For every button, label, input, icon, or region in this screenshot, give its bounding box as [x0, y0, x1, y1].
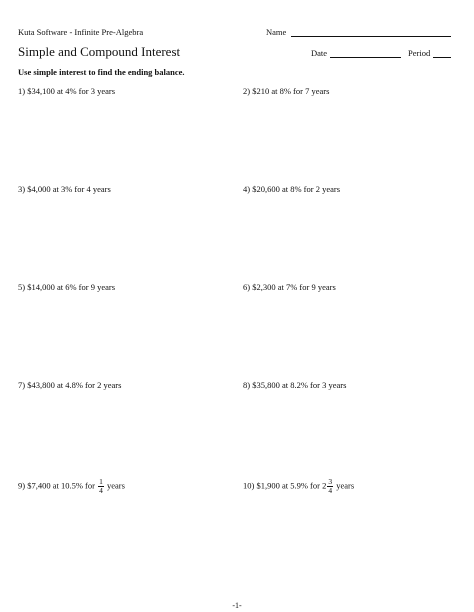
problem-5: 5) $14,000 at 6% for 9 years	[18, 282, 116, 292]
problem-4: 4) $20,600 at 8% for 2 years	[243, 184, 341, 194]
worksheet-title: Simple and Compound Interest	[18, 44, 181, 59]
problem-9-unit: years	[106, 480, 125, 491]
name-blank-line	[291, 36, 451, 37]
instructions: Use simple interest to find the ending balance.	[18, 67, 185, 77]
problem-9-fraction	[98, 478, 104, 495]
problem-9-text: 9) $7,400 at 10.5% for	[18, 480, 95, 491]
problem-7: 7) $43,800 at 4.8% for 2 years	[18, 380, 122, 390]
problem-2: 2) $210 at 8% for 7 years	[243, 86, 330, 96]
problem-8: 8) $35,800 at 8.2% for 3 years	[243, 380, 347, 390]
problem-9	[18, 478, 125, 495]
period-label: Period	[408, 48, 431, 58]
fraction-denominator: 4	[328, 486, 333, 495]
problem-1: 1) $34,100 at 4% for 3 years	[18, 86, 116, 96]
fraction-denominator: 4	[99, 486, 103, 495]
period-blank-line	[433, 57, 451, 58]
problem-10	[243, 478, 354, 495]
problem-6: 6) $2,300 at 7% for 9 years	[243, 282, 336, 292]
date-label: Date	[311, 48, 328, 58]
fraction-numerator: 1	[99, 477, 103, 486]
page-number: -1-	[232, 601, 242, 610]
fraction-numerator: 3	[328, 477, 333, 486]
problem-10-fraction	[327, 478, 333, 495]
problem-10-text: 10) $1,900 at 5.9% for 2	[243, 480, 327, 491]
name-label: Name	[266, 27, 287, 37]
problem-3: 3) $4,000 at 3% for 4 years	[18, 184, 111, 194]
source-label: Kuta Software - Infinite Pre-Algebra	[18, 27, 144, 37]
date-blank-line	[330, 57, 401, 58]
problem-10-unit: years	[336, 480, 355, 491]
